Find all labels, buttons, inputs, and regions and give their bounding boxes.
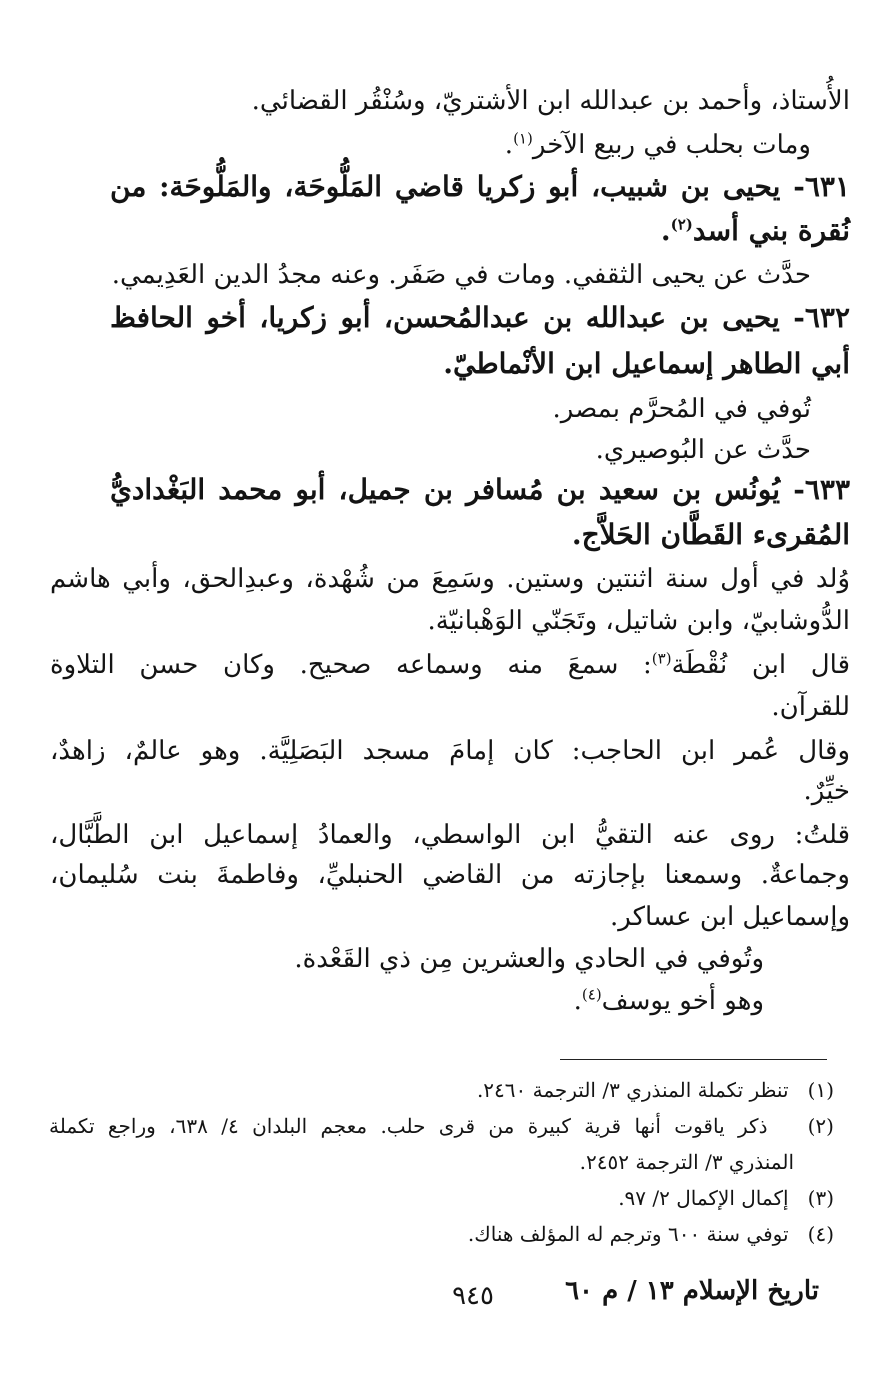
- text-line: خيِّرٌ.: [803, 776, 850, 806]
- entry-heading: المُقرىء القَطَّان الحَلاَّج.: [571, 518, 850, 551]
- text-line: ومات بحلب في ربيع الآخر$^{(١)}$.: [504, 129, 811, 160]
- footnote-ref: (٢): [670, 215, 693, 234]
- text-line: وإسماعيل ابن عساكر.: [610, 902, 850, 932]
- entry-heading: ٦٣٢- يحيى بن عبدالله بن عبدالمُحسن، أبو زكريا، أخو الحافظ: [110, 301, 850, 334]
- entry-heading: ٦٣١- يحيى بن شبيب، أبو زكريا قاضي المَلُّوحَة، والمَلُّوحَة: من: [110, 170, 850, 203]
- entry-heading: نُقرة بني أسد$^{(٢)}$.: [660, 214, 850, 247]
- text-line: للقرآن.: [771, 692, 850, 722]
- text-line: وتُوفي في الحادي والعشرين مِن ذي القَعْدة.: [294, 944, 764, 974]
- signature-mark: تاريخ الإسلام ١٣ / م ٦٠: [565, 1276, 819, 1306]
- footnote: (٢) ذكر ياقوت أنها قرية كبيرة من قرى حلب. معجم البلدان ٤/ ٦٣٨، وراجع تكملة: [49, 1114, 834, 1138]
- text-line: حدَّث عن البُوصيري.: [595, 435, 811, 465]
- footnote-ref: (١): [513, 129, 533, 148]
- text-line: تُوفي في المُحرَّم بمصر.: [552, 394, 811, 424]
- text-line: حدَّث عن يحيى الثقفي. ومات في صَفَر. وعنه مجدُ الدين العَدِيمي.: [111, 260, 811, 290]
- footnote: (٣) إكمال الإكمال ٢/ ٩٧.: [618, 1186, 834, 1210]
- footnote-ref: (٣): [651, 649, 672, 668]
- text-line: وجماعةٌ. وسمعنا بإجازته من القاضي الحنبليِّ، وفاطمةَ بنت سُليمان،: [50, 860, 850, 890]
- footnote: المنذري ٣/ الترجمة ٢٤٥٢.: [579, 1150, 794, 1174]
- text-line: قال ابن نُقْطَة$^{(٣)}$: سمعَ منه وسماعه صحيح. وكان حسن التلاوة: [50, 649, 851, 680]
- footnote: (١) تنظر تكملة المنذري ٣/ الترجمة ٢٤٦٠.: [476, 1078, 834, 1102]
- footnote: (٤) توفي سنة ٦٠٠ وترجم له المؤلف هناك.: [467, 1222, 834, 1246]
- footnote-ref: (٤): [581, 985, 602, 1004]
- text-line: الأُستاذ، وأحمد بن عبدالله ابن الأشتريّ، وسُنْقُر القضائي.: [251, 86, 850, 116]
- text-line: وهو أخو يوسف$^{(٤)}$.: [573, 985, 764, 1016]
- entry-heading: أبي الطاهر إسماعيل ابن الأنْماطيّ.: [443, 347, 850, 380]
- text-line: وُلد في أول سنة اثنتين وستين. وسَمِعَ من شُهْدة، وعبدِالحق، وأبي هاشم: [50, 564, 850, 594]
- entry-heading: ٦٣٣- يُونُس بن سعيد بن مُسافر بن جميل، أبو محمد البَغْداديُّ: [110, 473, 850, 506]
- footnote-separator: [560, 1059, 827, 1060]
- text-line: وقال عُمر ابن الحاجب: كان إمامَ مسجد البَصَلِيَّة. وهو عالمٌ، زاهدٌ،: [50, 736, 850, 766]
- text-line: قلتُ: روى عنه التقيُّ ابن الواسطي، والعمادُ إسماعيل ابن الطَّبَّال،: [50, 820, 850, 850]
- page-number: ٩٤٥: [452, 1281, 494, 1311]
- text-line: الدُّوشابيّ، وابن شاتيل، وتَجَنّي الوَهْبانيّة.: [427, 606, 850, 636]
